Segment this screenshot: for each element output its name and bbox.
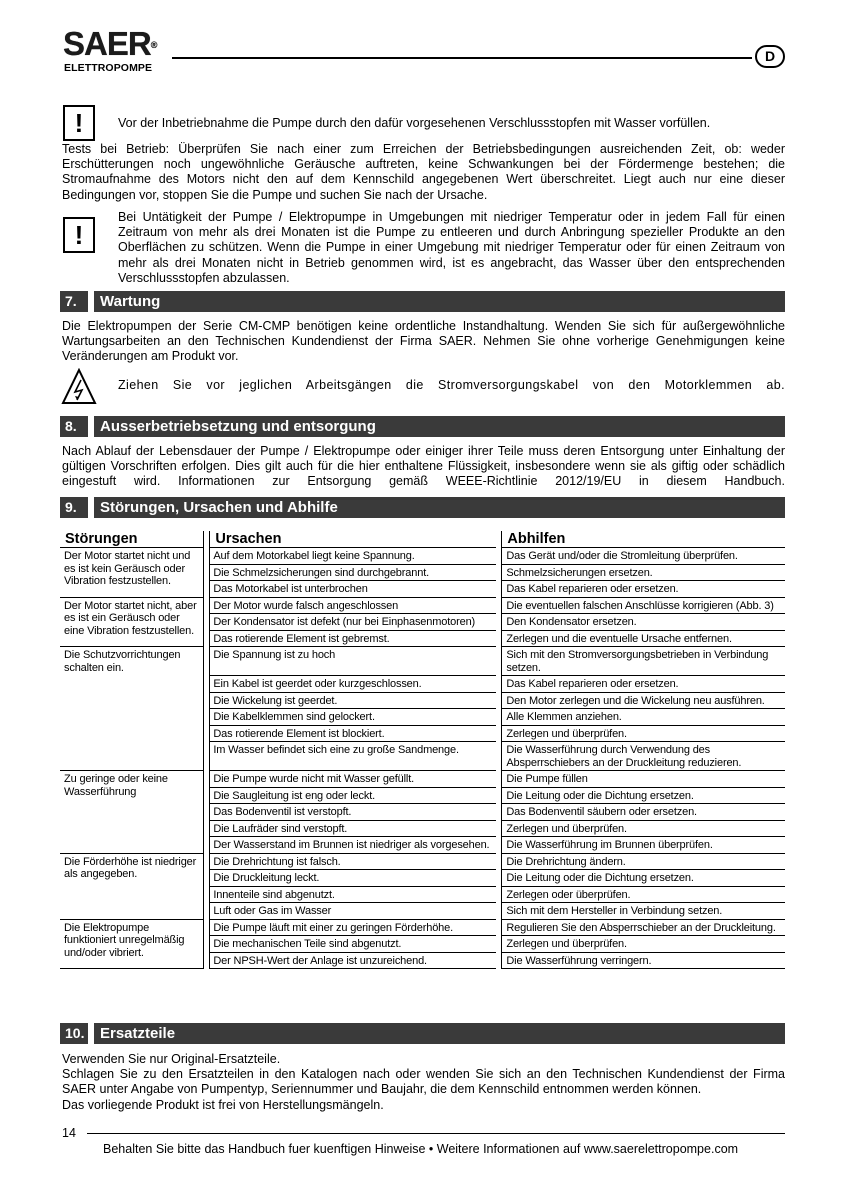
- cause-cell: Der Kondensator ist defekt (nur bei Einphasenmotoren): [210, 614, 496, 631]
- section-9-heading: [60, 497, 785, 518]
- brand-subtitle: ELETTROPOMPE: [64, 62, 153, 74]
- table-header: Abhilfen: [502, 531, 785, 548]
- remedy-cell: Zerlegen und überprüfen.: [502, 936, 785, 953]
- fault-cell: Die Elektropumpe funktioniert unregelmäßig und/oder vibriert.: [60, 919, 203, 969]
- remedy-cell: Sich mit den Stromversorgungsbetrieben in Verbindung setzen.: [502, 647, 785, 676]
- table-header: Ursachen: [210, 531, 496, 548]
- electric-hazard-icon: [61, 368, 97, 405]
- header-rule: [172, 57, 752, 59]
- cause-cell: Die Laufräder sind verstopft.: [210, 820, 496, 837]
- section-10-heading: [60, 1023, 785, 1044]
- footer-text: Behalten Sie bitte das Handbuch fuer kuenftigen Hinweise • Weitere Informationen auf www.saerelettropompe.com: [103, 1142, 739, 1156]
- remedy-cell: Die Leitung oder die Dichtung ersetzen.: [502, 870, 785, 887]
- fault-cell: Die Förderhöhe ist niedriger als angegeben.: [60, 853, 203, 919]
- cause-cell: Der NPSH-Wert der Anlage ist unzureichend.: [210, 952, 496, 969]
- warning-storage: Bei Untätigkeit der Pumpe / Elektropumpe in Umgebungen mit niedriger Temperatur oder in jedem Fall für einen Zeitraum von mehr als drei Monaten ist die Pumpe zu entleeren und durch Anbringung spezieller Produkte an den Oberflächen zu schützen. Wenn die Pumpe in einer Umgebung mit niedriger Temperatur oder für einen Zeitraum von mehr als drei Monaten nicht in Betrieb genommen wird, ist es angebracht, das Wasser über den entsprechenden Verschlussstopfen abzulassen.: [118, 210, 785, 285]
- remedy-cell: Regulieren Sie den Absperrschieber an der Druckleitung.: [502, 919, 785, 936]
- cause-cell: Die Schmelzsicherungen sind durchgebrannt.: [210, 564, 496, 581]
- remedy-cell: Die Drehrichtung ändern.: [502, 853, 785, 870]
- cause-cell: Die Pumpe läuft mit einer zu geringen Förderhöhe.: [210, 919, 496, 936]
- remedy-cell: Die eventuellen falschen Anschlüsse korrigieren (Abb. 3): [502, 597, 785, 614]
- cause-cell: Innenteile sind abgenutzt.: [210, 886, 496, 903]
- spare-parts-line: Schlagen Sie zu den Ersatzteilen in den Katalogen nach oder wenden Sie sich an den Technischen Kundendienst der Firma SAER unter Angabe von Pumpentyp, Seriennummer und Baujahr, die dem Kennschild entnommen werden können.: [62, 1067, 785, 1097]
- remedy-cell: Alle Klemmen anziehen.: [502, 709, 785, 726]
- table-row: [60, 771, 785, 788]
- section-number: 9.: [65, 499, 77, 515]
- section-number: 8.: [65, 418, 77, 434]
- cause-cell: Die Wickelung ist geerdet.: [210, 692, 496, 709]
- cause-cell: Im Wasser befindet sich eine zu große Sandmenge.: [210, 742, 496, 771]
- remedy-cell: Sich mit dem Hersteller in Verbindung setzen.: [502, 903, 785, 920]
- table-header: Störungen: [60, 531, 203, 548]
- fault-cell: Der Motor startet nicht, aber es ist ein Geräusch oder eine Vibration festzustellen.: [60, 597, 203, 647]
- cause-cell: Der Motor wurde falsch angeschlossen: [210, 597, 496, 614]
- exclamation-warning-icon: !: [63, 105, 95, 141]
- remedy-cell: Den Kondensator ersetzen.: [502, 614, 785, 631]
- remedy-cell: Die Wasserführung im Brunnen überprüfen.: [502, 837, 785, 854]
- table-row: [60, 597, 785, 614]
- table-row: [60, 919, 785, 936]
- cause-cell: Die Druckleitung leckt.: [210, 870, 496, 887]
- tests-paragraph: Tests bei Betrieb: Überprüfen Sie nach einer zum Erreichen der Betriebsbedingungen ausreichenden Zeit, ob: weder Erschütterungen noch ungewöhnliche Geräusche auftreten, keine Schwankungen bei der Fördermenge bestehen; die Stromaufnahme des Motors nicht den auf dem Kennschild angegebenen Wert überschreitet. Liegt auch nur eine dieser Bedingungen vor, stoppen Sie die Pumpe und suchen Sie nach der Ursache.: [62, 142, 785, 202]
- cause-cell: Die Drehrichtung ist falsch.: [210, 853, 496, 870]
- remedy-cell: Das Gerät und/oder die Stromleitung überprüfen.: [502, 548, 785, 565]
- warning-prefill: Vor der Inbetriebnahme die Pumpe durch den dafür vorgesehenen Verschlussstopfen mit Wasser vorfüllen.: [118, 116, 711, 130]
- cause-cell: Die Spannung ist zu hoch: [210, 647, 496, 676]
- table-row: [60, 853, 785, 870]
- cause-cell: Das rotierende Element ist blockiert.: [210, 725, 496, 742]
- section-title: Ersatzteile: [100, 1025, 176, 1042]
- remedy-cell: Den Motor zerlegen und die Wickelung neu ausführen.: [502, 692, 785, 709]
- section-8-text: Nach Ablauf der Lebensdauer der Pumpe / Elektropumpe oder einiger ihrer Teile muss deren Entsorgung unter Einhaltung der gültigen Vorschriften erfolgen. Dies gilt auch für die hier enthaltene Flüssigkeit, insbesondere wenn sie als giftig oder schädlich eingestuft wird. Informationen zur Entsorgung gemäß WEEE-Richtlinie 2012/19/EU in diesem Handbuch.: [62, 444, 785, 489]
- cause-cell: Die Saugleitung ist eng oder leckt.: [210, 787, 496, 804]
- cause-cell: Die mechanischen Teile sind abgenutzt.: [210, 936, 496, 953]
- section-number: 10.: [65, 1025, 85, 1041]
- remedy-cell: Die Wasserführung verringern.: [502, 952, 785, 969]
- remedy-cell: Das Kabel reparieren oder ersetzen.: [502, 581, 785, 598]
- cause-cell: Die Kabelklemmen sind gelockert.: [210, 709, 496, 726]
- cause-cell: Luft oder Gas im Wasser: [210, 903, 496, 920]
- cause-cell: Auf dem Motorkabel liegt keine Spannung.: [210, 548, 496, 565]
- cause-cell: Ein Kabel ist geerdet oder kurzgeschlossen.: [210, 676, 496, 693]
- spare-parts-line: Das vorliegende Produkt ist frei von Herstellungsmängeln.: [62, 1097, 384, 1112]
- fault-cell: Die Schutzvorrichtungen schalten ein.: [60, 647, 203, 771]
- cause-cell: Die Pumpe wurde nicht mit Wasser gefüllt.: [210, 771, 496, 788]
- section-8-heading: [60, 416, 785, 437]
- exclamation-warning-icon: !: [63, 217, 95, 253]
- troubleshooting-table: [60, 531, 785, 969]
- fault-cell: Zu geringe oder keine Wasserführung: [60, 771, 203, 854]
- remedy-cell: Zerlegen und überprüfen.: [502, 820, 785, 837]
- section-title: Störungen, Ursachen und Abhilfe: [100, 499, 338, 516]
- remedy-cell: Die Leitung oder die Dichtung ersetzen.: [502, 787, 785, 804]
- remedy-cell: Die Pumpe füllen: [502, 771, 785, 788]
- remedy-cell: Zerlegen oder überprüfen.: [502, 886, 785, 903]
- remedy-cell: Die Wasserführung durch Verwendung des Absperrschiebers an der Druckleitung reduzieren.: [502, 742, 785, 771]
- remedy-cell: Das Kabel reparieren oder ersetzen.: [502, 676, 785, 693]
- language-badge: D: [755, 45, 785, 68]
- brand-name: SAER: [63, 25, 151, 62]
- saer-logo: SAER® ELETTROPOMPE: [63, 25, 157, 74]
- table-row: [60, 647, 785, 676]
- remedy-cell: Schmelzsicherungen ersetzen.: [502, 564, 785, 581]
- cause-cell: Das rotierende Element ist gebremst.: [210, 630, 496, 647]
- section-7-text: Die Elektropumpen der Serie CM-CMP benötigen keine ordentliche Instandhaltung. Wenden Sie sich für außergewöhnliche Wartungsarbeiten an den Technischen Kundendienst der Firma SAER. Nehmen Sie ohne vorherige Genehmigungen keine Veränderungen am Produkt vor.: [62, 319, 785, 364]
- fault-cell: Der Motor startet nicht und es ist kein Geräusch oder Vibration festzustellen.: [60, 548, 203, 598]
- cause-cell: Der Wasserstand im Brunnen ist niedriger als vorgesehen.: [210, 837, 496, 854]
- section-7-heading: [60, 291, 785, 312]
- cause-cell: Das Bodenventil ist verstopft.: [210, 804, 496, 821]
- section-title: Wartung: [100, 293, 161, 310]
- page-number: 14: [62, 1126, 76, 1140]
- footer-rule: [87, 1133, 785, 1134]
- remedy-cell: Zerlegen und die eventuelle Ursache entfernen.: [502, 630, 785, 647]
- remedy-cell: Zerlegen und überprüfen.: [502, 725, 785, 742]
- cause-cell: Das Motorkabel ist unterbrochen: [210, 581, 496, 598]
- spare-parts-line: Verwenden Sie nur Original-Ersatzteile.: [62, 1052, 281, 1066]
- remedy-cell: Das Bodenventil säubern oder ersetzen.: [502, 804, 785, 821]
- section-7-warning: Ziehen Sie vor jeglichen Arbeitsgängen die Stromversorgungskabel von den Motorklemmen ab.: [118, 378, 785, 392]
- section-10-text: [62, 1052, 785, 1113]
- table-row: [60, 548, 785, 565]
- section-number: 7.: [65, 293, 77, 309]
- section-title: Ausserbetriebsetzung und entsorgung: [100, 418, 376, 435]
